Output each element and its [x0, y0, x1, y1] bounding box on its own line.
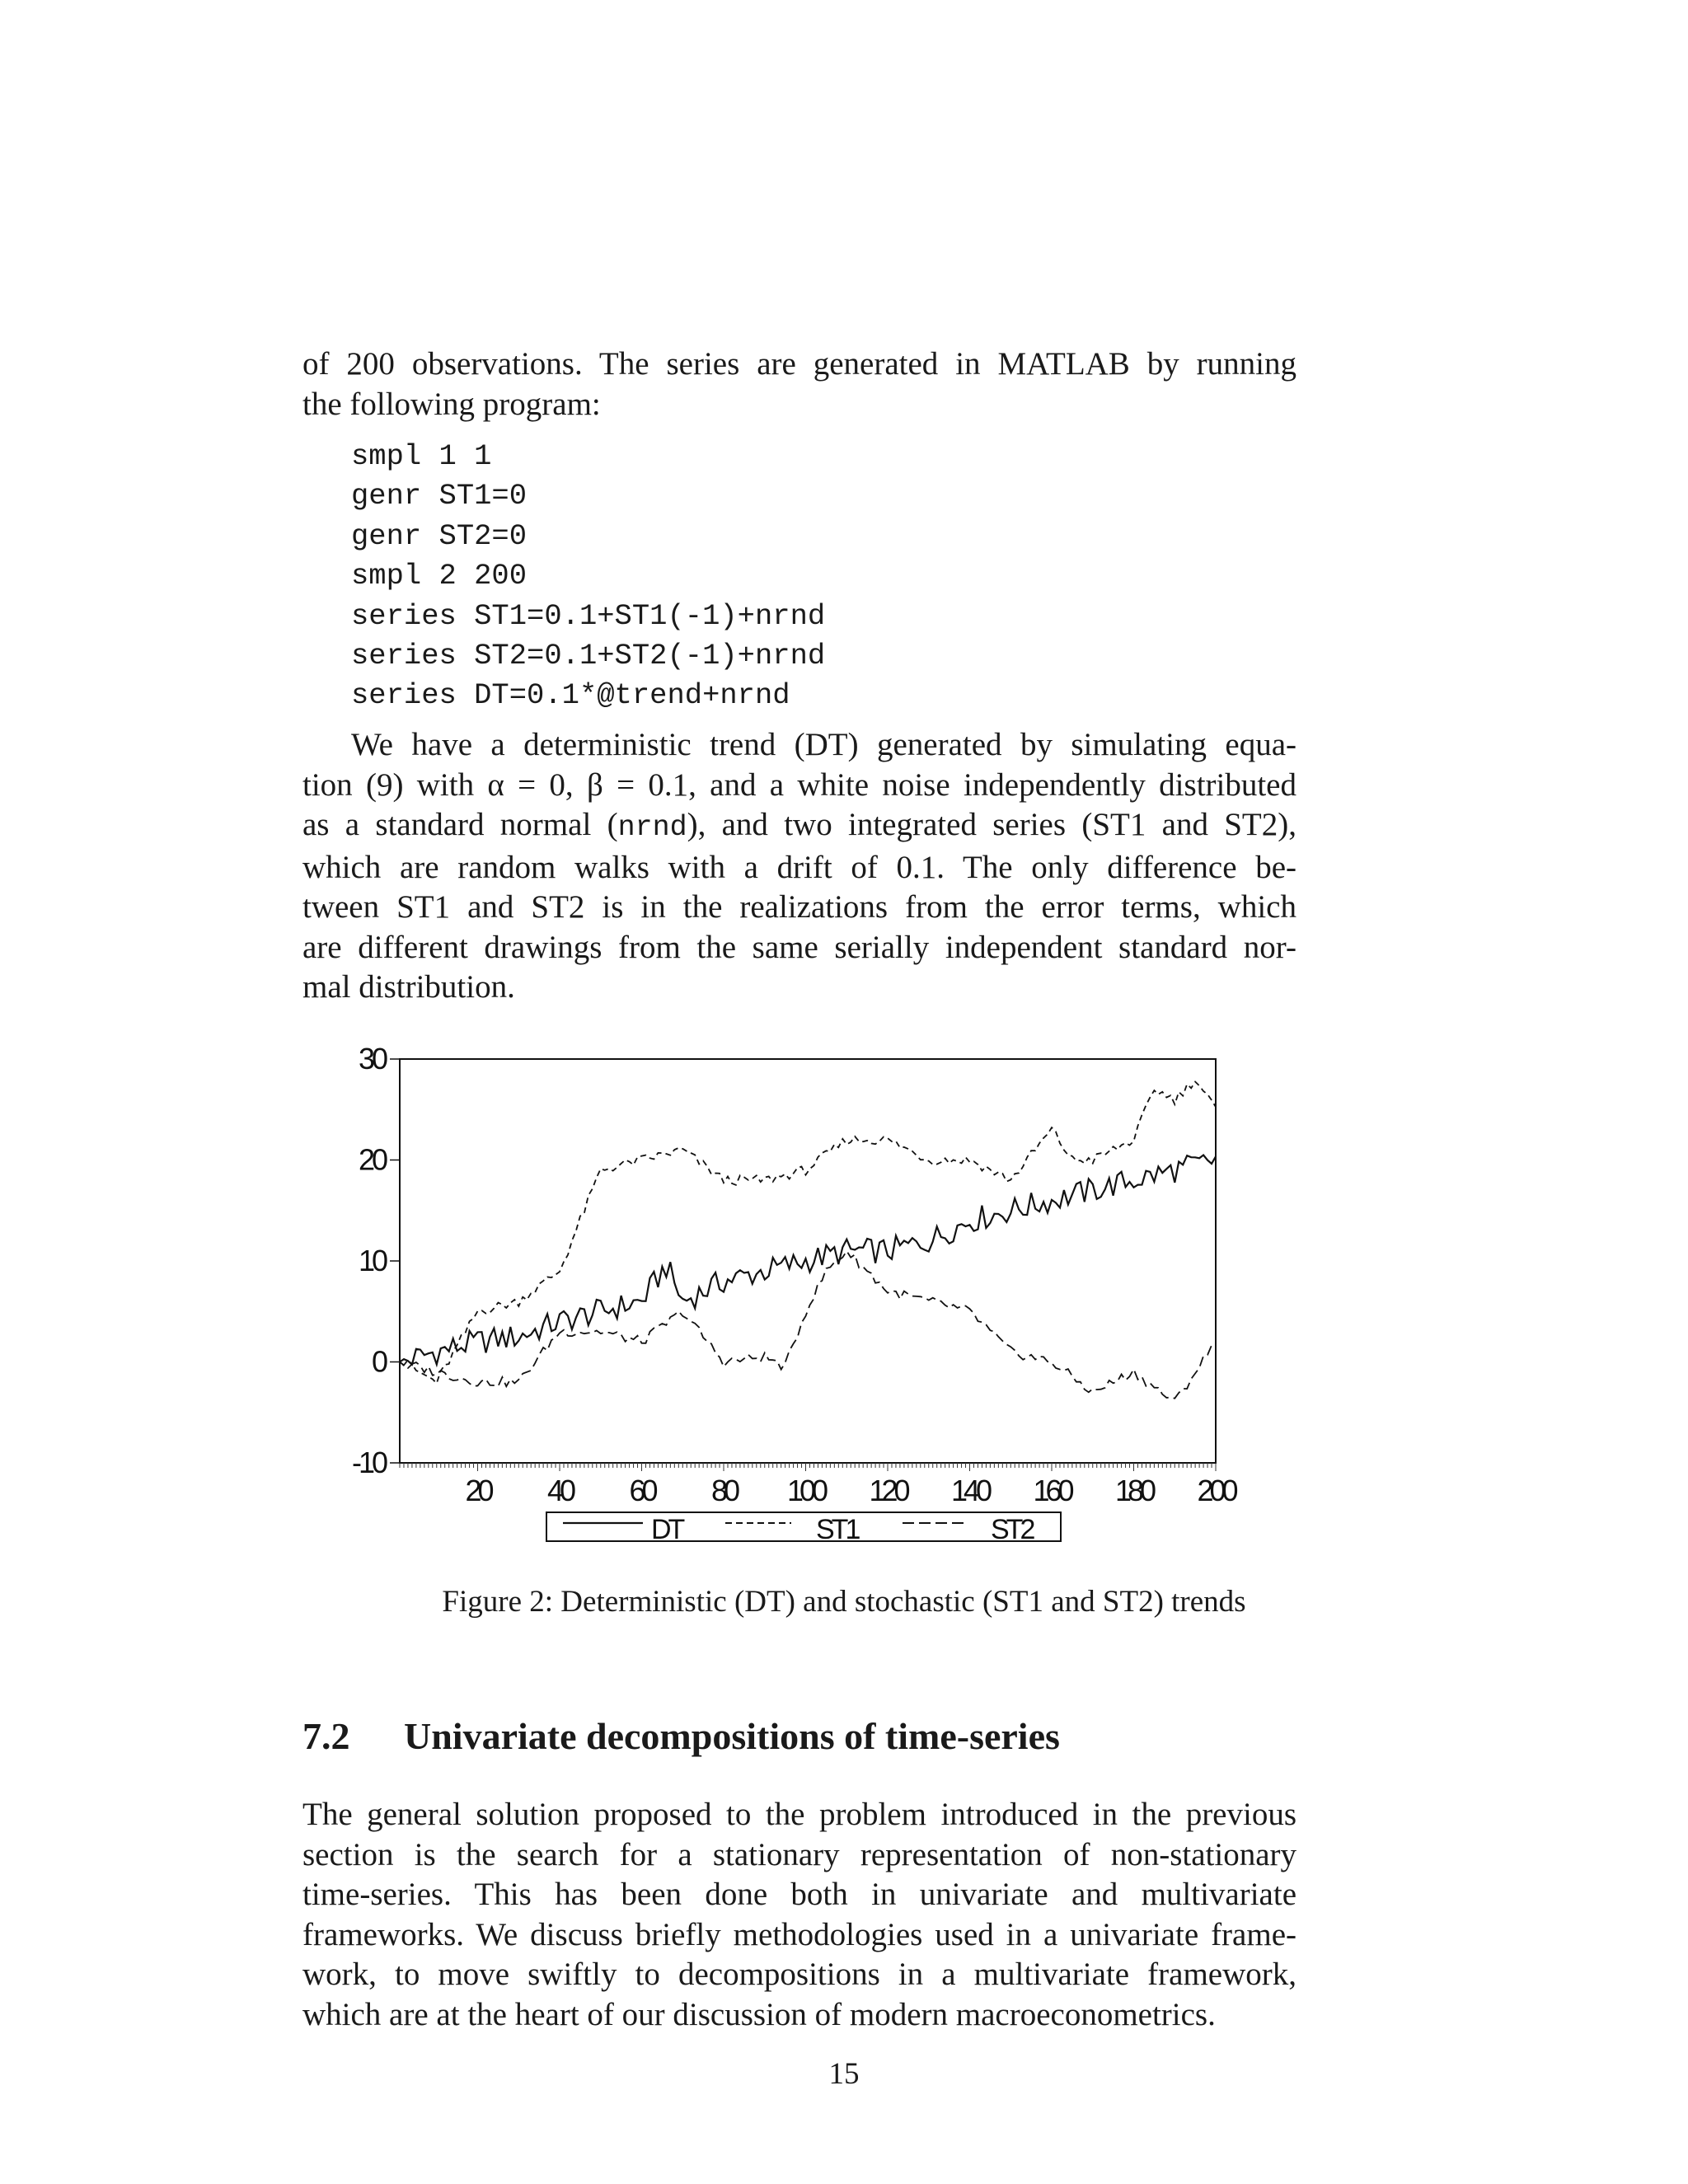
section-number: 7.2: [302, 1715, 350, 1757]
text-line: tion (9) with α = 0, β = 0.1, and a white noise independently distributed: [302, 766, 1296, 803]
code-line: genr ST1=0: [351, 479, 528, 513]
text-line: [302, 805, 1296, 848]
code-line: series DT=0.1*@trend+nrnd: [351, 678, 790, 713]
legend-label-dt: DT: [651, 1514, 682, 1545]
x-tick-label: 140: [950, 1474, 989, 1507]
text-line: work, to move swiftly to decompositions in a multivariate framework,: [302, 1957, 1296, 1992]
x-tick-label: 40: [546, 1474, 573, 1507]
x-tick-label: 80: [710, 1474, 737, 1507]
text-fragment: as a standard normal (: [302, 807, 618, 842]
text-line: of 200 observations. The series are generated in MATLAB by running: [302, 346, 1296, 382]
code-line: series ST2=0.1+ST2(-1)+nrnd: [351, 639, 826, 673]
series-line-st1: [400, 1082, 1216, 1384]
x-tick-label: 120: [869, 1474, 907, 1507]
y-axis: [352, 1042, 400, 1479]
text-line: which are random walks with a drift of 0.1. The only difference be-: [302, 849, 1296, 885]
text-line: are different drawings from the same serially independent standard nor-: [302, 929, 1296, 965]
x-tick-label: 200: [1197, 1474, 1235, 1507]
y-tick-label: 20: [358, 1142, 385, 1177]
x-tick-label: 100: [786, 1474, 825, 1507]
y-tick-label: 0: [371, 1344, 385, 1379]
legend-box: [546, 1512, 1061, 1541]
page-number: 15: [828, 2057, 860, 2091]
text-line: the following program:: [302, 386, 601, 422]
code-line: smpl 1 1: [351, 439, 492, 473]
section-paragraph: [302, 1795, 1296, 2035]
text-line: The general solution proposed to the problem introduced in the previous: [302, 1797, 1296, 1832]
x-tick-label: 180: [1114, 1474, 1153, 1507]
trend-chart: [313, 1034, 1253, 1562]
description-paragraph: [302, 725, 1296, 1008]
plot-frame: [400, 1059, 1216, 1463]
code-line: series ST1=0.1+ST1(-1)+nrnd: [351, 598, 826, 633]
section-heading: [302, 1714, 1060, 1758]
x-tick-label: 60: [629, 1474, 654, 1507]
text-fragment: ), and two integrated series (ST1 and ST2),: [687, 807, 1296, 842]
legend: [546, 1512, 1061, 1545]
series-line-dt: [400, 1155, 1216, 1365]
text-line: tween ST1 and ST2 is in the realizations from the error terms, which: [302, 889, 1296, 925]
code-line: genr ST2=0: [351, 518, 528, 553]
intro-paragraph: [302, 344, 1296, 424]
inline-code: nrnd: [617, 811, 687, 844]
x-tick-label: 160: [1033, 1474, 1071, 1507]
code-line: smpl 2 200: [351, 559, 528, 593]
y-tick-label: -10: [351, 1446, 385, 1479]
text-line: mal distribution.: [302, 969, 515, 1005]
series-line-st2: [400, 1251, 1216, 1399]
text-line: We have a deterministic trend (DT) generated by simulating equa-: [351, 727, 1296, 762]
x-tick-label: 20: [465, 1474, 490, 1507]
text-line: frameworks. We discuss briefly methodologies used in a univariate frame-: [302, 1916, 1296, 1952]
figure-caption: Figure 2: Deterministic (DT) and stochastic (ST1 and ST2) trends: [442, 1585, 1246, 1619]
text-line: time-series. This has been done both in univariate and multivariate: [302, 1877, 1296, 1912]
section-title: Univariate decompositions of time-series: [404, 1715, 1060, 1757]
y-tick-label: 10: [358, 1244, 385, 1277]
y-tick-label: 30: [358, 1042, 385, 1076]
series-lines: [400, 1082, 1216, 1399]
legend-label-st2: ST2: [991, 1514, 1033, 1545]
text-line: which are at the heart of our discussion of modern macroeconometrics.: [302, 1996, 1216, 2032]
text-line: section is the search for a stationary representation of non-stationary: [302, 1836, 1296, 1872]
x-axis: [400, 1463, 1238, 1507]
legend-label-st1: ST1: [816, 1514, 858, 1545]
code-listing: [351, 437, 825, 716]
